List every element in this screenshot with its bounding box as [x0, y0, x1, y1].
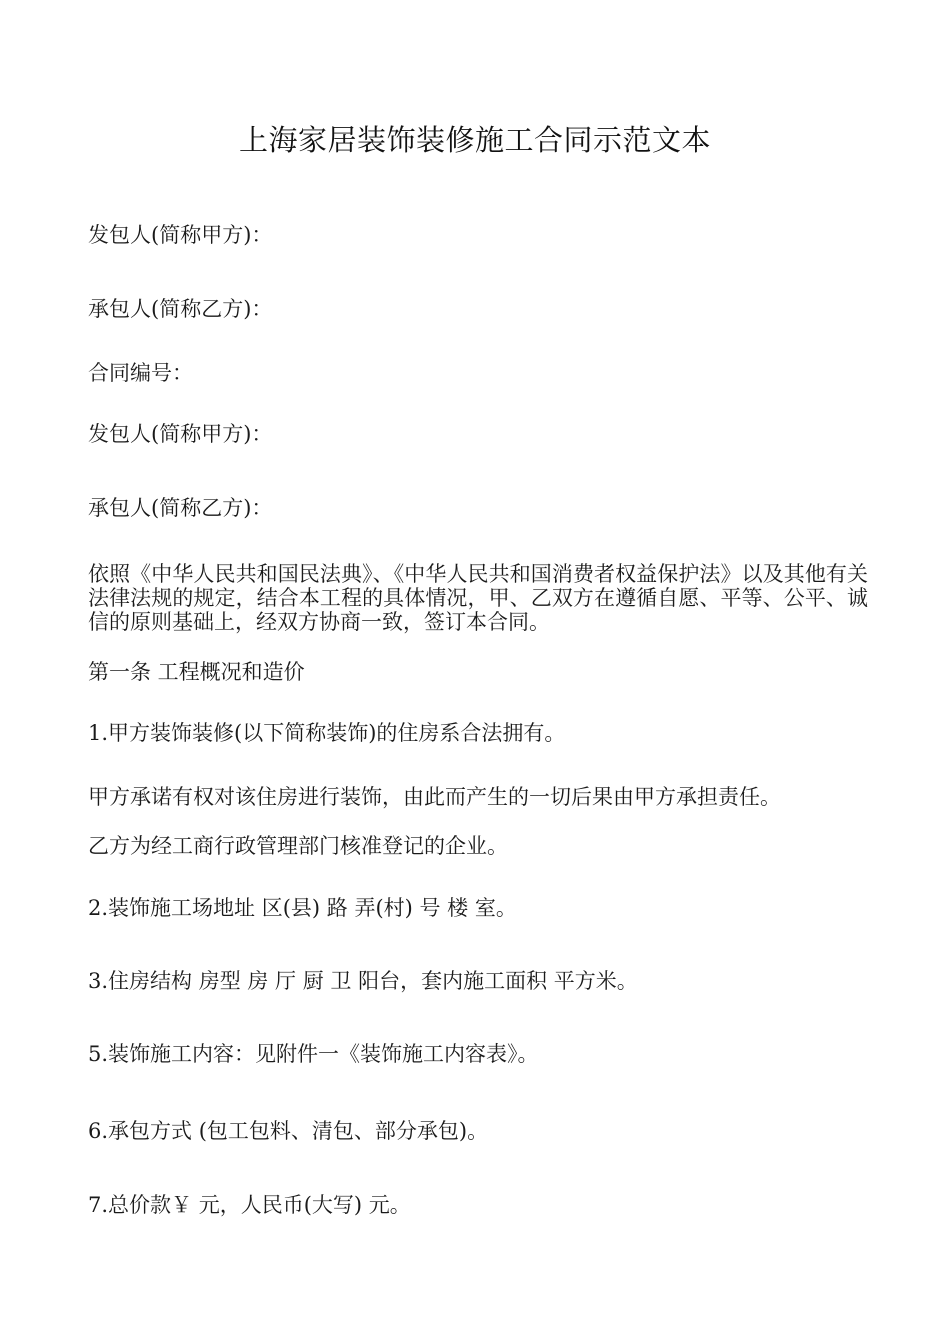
clause-2: 2.装饰施工场地址 区(县) 路 弄(村) 号 楼 室。 — [88, 896, 517, 920]
clause-6: 6.承包方式 (包工包料、清包、部分承包)。 — [88, 1119, 489, 1143]
clause-3: 3.住房结构 房型 房 厅 厨 卫 阳台，套内施工面积 平方米。 — [88, 969, 638, 993]
clause-1-commitment: 甲方承诺有权对该住房进行装饰，由此而产生的一切后果由甲方承担责任。 — [88, 785, 781, 809]
clause-7: 7.总价款￥ 元，人民币(大写) 元。 — [88, 1193, 411, 1217]
clause-1-contractor: 乙方为经工商行政管理部门核准登记的企业。 — [88, 834, 508, 858]
article-one-heading: 第一条 工程概况和造价 — [88, 660, 305, 684]
party-b-label: 承包人(简称乙方)： — [88, 297, 273, 321]
clause-1: 1.甲方装饰装修(以下简称装饰)的住房系合法拥有。 — [88, 721, 566, 745]
clause-5: 5.装饰施工内容：见附件一《装饰施工内容表》。 — [88, 1042, 539, 1066]
party-a-label: 发包人(简称甲方)： — [88, 223, 273, 247]
party-b-label-repeat: 承包人(简称乙方)： — [88, 496, 273, 520]
contract-number-label: 合同编号： — [88, 361, 193, 385]
document-title: 上海家居装饰装修施工合同示范文本 — [238, 123, 711, 157]
preamble-paragraph: 依照《中华人民共和国民法典》、《中华人民共和国消费者权益保护法》以及其他有关法律法规的规定，结合本工程的具体情况，甲、乙双方在遵循自愿、平等、公平、诚信的原则基础上，经双方协商一致，签订本合同。 — [88, 562, 868, 634]
party-a-label-repeat: 发包人(简称甲方)： — [88, 422, 273, 446]
